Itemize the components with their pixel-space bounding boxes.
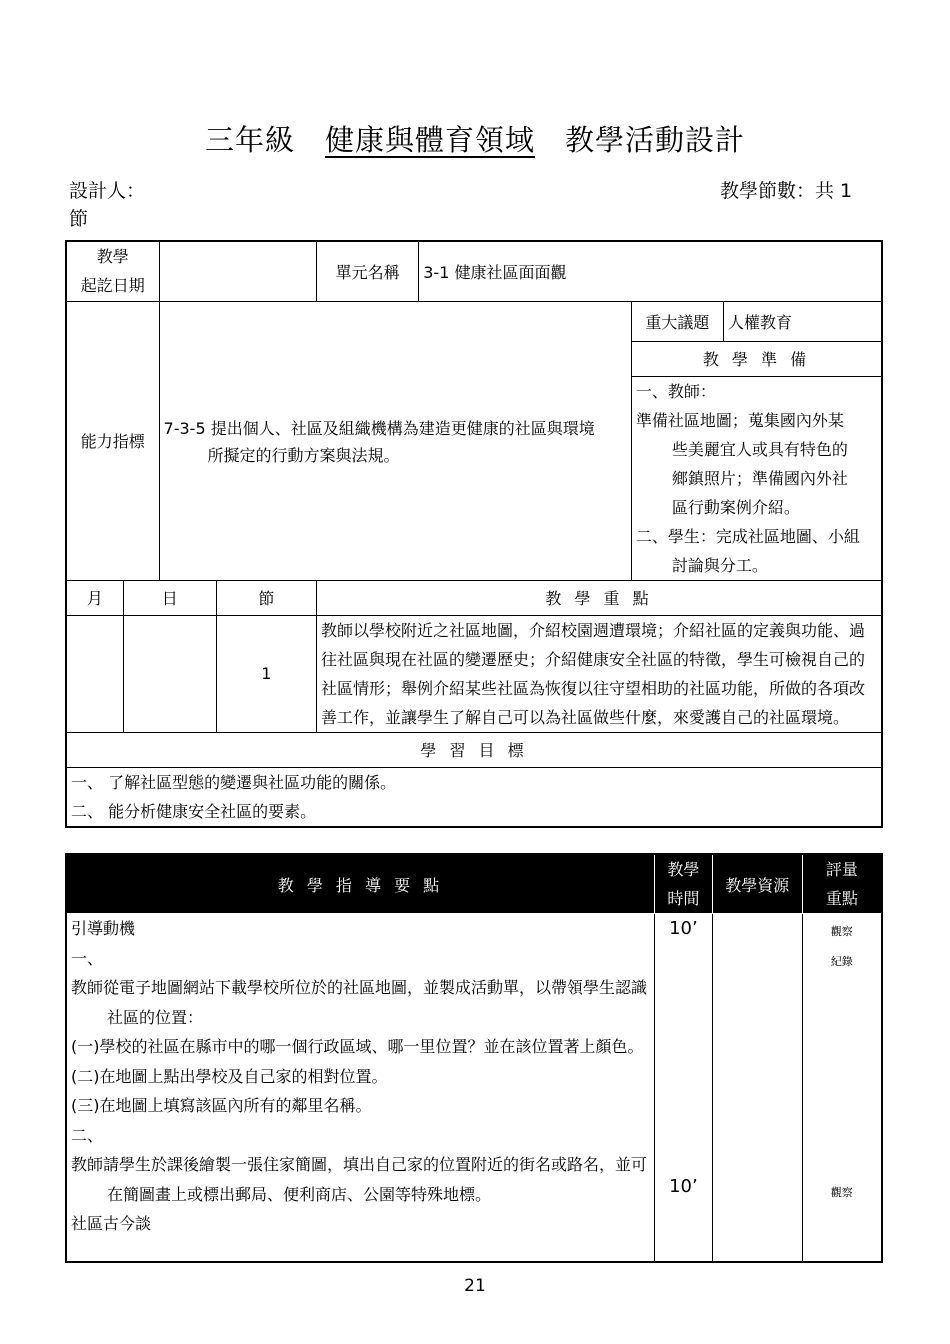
guide-line: 教師請學生於課後繪製一張住家簡圖，填出自己家的位置附近的街名或路名，並可在簡圖畫上或標出郵局、便利商店、公園等特殊地標。 xyxy=(71,1155,648,1204)
lesson-info-table xyxy=(65,240,883,828)
eval-value-3: 觀察 xyxy=(830,1186,853,1199)
session-label: 節 xyxy=(216,580,316,615)
prep-item: 二、學生：完成社區地圖、小組 xyxy=(635,526,860,546)
guide-line: 二、 xyxy=(71,1125,104,1145)
unit-name: 3-1 健康社區面面觀 xyxy=(419,241,882,301)
time-value-1: 10’ xyxy=(669,918,698,939)
resources-header: 教學資源 xyxy=(712,854,802,914)
ability-text-1: 7-3-5 提出個人、社區及組織機構為建造更健康的社區與環境 xyxy=(163,418,595,438)
objective-item: 一、 了解社區型態的變遷與社區功能的關係。 xyxy=(71,772,397,792)
doc-title-text: 教學活動設計 xyxy=(565,123,746,157)
objectives-content xyxy=(66,767,882,827)
guide-line: (二)在地圖上點出學校及自己家的相對位置。 xyxy=(71,1066,388,1086)
objective-item: 二、 能分析健康安全社區的要素。 xyxy=(71,801,317,821)
time-header-1: 教學 xyxy=(667,860,700,879)
teaching-guide-table xyxy=(65,853,883,1263)
guide-line: 教師從電子地圖網站下載學校所位於的社區地圖，並製成活動單，以帶領學生認識社區的位置： xyxy=(71,978,648,1027)
resources-cell xyxy=(712,914,802,1262)
points-header: 教 學 指 導 要 點 xyxy=(66,854,654,914)
day-value xyxy=(123,615,216,732)
objectives-label: 學 習 目 標 xyxy=(66,732,882,767)
prep-item: 些美麗宜人或具有特色的 xyxy=(671,439,848,459)
session-number: 1 xyxy=(216,615,316,732)
domain-text: 健康與體育領域 xyxy=(324,123,535,157)
unit-label: 單元名稱 xyxy=(316,241,418,301)
date-value-cell xyxy=(159,241,316,301)
prep-content xyxy=(631,376,882,580)
prep-item: 討論與分工。 xyxy=(671,555,768,575)
eval-cell xyxy=(802,914,882,1262)
prep-item: 一、教師： xyxy=(635,381,716,401)
guide-line: (三)在地圖上填寫該區內所有的鄰里名稱。 xyxy=(71,1096,372,1115)
eval-header-2: 重點 xyxy=(825,889,858,908)
ability-text-2: 所擬定的行動方案與法規。 xyxy=(207,445,400,465)
sessions-unit: 節 xyxy=(69,208,89,230)
prep-label: 教 學 準 備 xyxy=(631,341,882,376)
document-title xyxy=(0,118,950,159)
designer-label: 設計人： xyxy=(69,180,146,202)
focus-label: 教 學 重 點 xyxy=(316,580,882,615)
focus-text: 教師以學校附近之社區地圖，介紹校園週遭環境；介紹社區的定義與功能、過往社區與現在社區的變遷歷史；介紹健康安全社區的特徵，學生可檢視自己的社區情形；舉例介紹某些社區為恢復以往守望相助的社區功能，所做的各項改善工作，並讓學生了解自己可以為社區做些什麼，來愛護自己的社區環境。 xyxy=(316,615,882,732)
month-value xyxy=(66,615,123,732)
guide-line: (一)學校的社區在縣市中的哪一個行政區域、哪一里位置？並在該位置著上顏色。 xyxy=(71,1037,644,1056)
day-label: 日 xyxy=(123,580,216,615)
page-number: 21 xyxy=(464,1276,486,1296)
time-value-2: 10’ xyxy=(669,1176,698,1197)
month-label: 月 xyxy=(66,580,123,615)
eval-value-2: 紀錄 xyxy=(830,955,853,968)
guide-line: 一、 xyxy=(71,948,104,968)
time-cell xyxy=(654,914,712,1262)
date-label-2: 起訖日期 xyxy=(80,276,145,296)
ability-text-cell xyxy=(159,301,631,580)
eval-header xyxy=(802,854,882,914)
prep-item: 鄉鎮照片；準備國內外社 xyxy=(671,468,848,488)
ability-label: 能力指標 xyxy=(66,301,159,580)
issue-value: 人權教育 xyxy=(723,301,882,341)
issue-label: 重大議題 xyxy=(631,301,723,341)
prep-item: 區行動案例介紹。 xyxy=(671,497,800,517)
date-label-cell xyxy=(66,241,159,301)
time-header-2: 時間 xyxy=(667,889,700,908)
guide-content xyxy=(66,914,654,1262)
sessions-label: 教學節數：共 1 xyxy=(720,180,853,202)
prep-item: 準備社區地圖；蒐集國內外某 xyxy=(635,410,844,430)
guide-line: 社區古今談 xyxy=(71,1214,152,1233)
eval-value-1: 觀察 xyxy=(830,925,853,938)
grade-text: 三年級 xyxy=(204,123,295,157)
date-label-1: 教學 xyxy=(96,247,129,267)
eval-header-1: 評量 xyxy=(825,860,858,879)
time-header xyxy=(654,854,712,914)
guide-line: 引導動機 xyxy=(71,919,136,938)
